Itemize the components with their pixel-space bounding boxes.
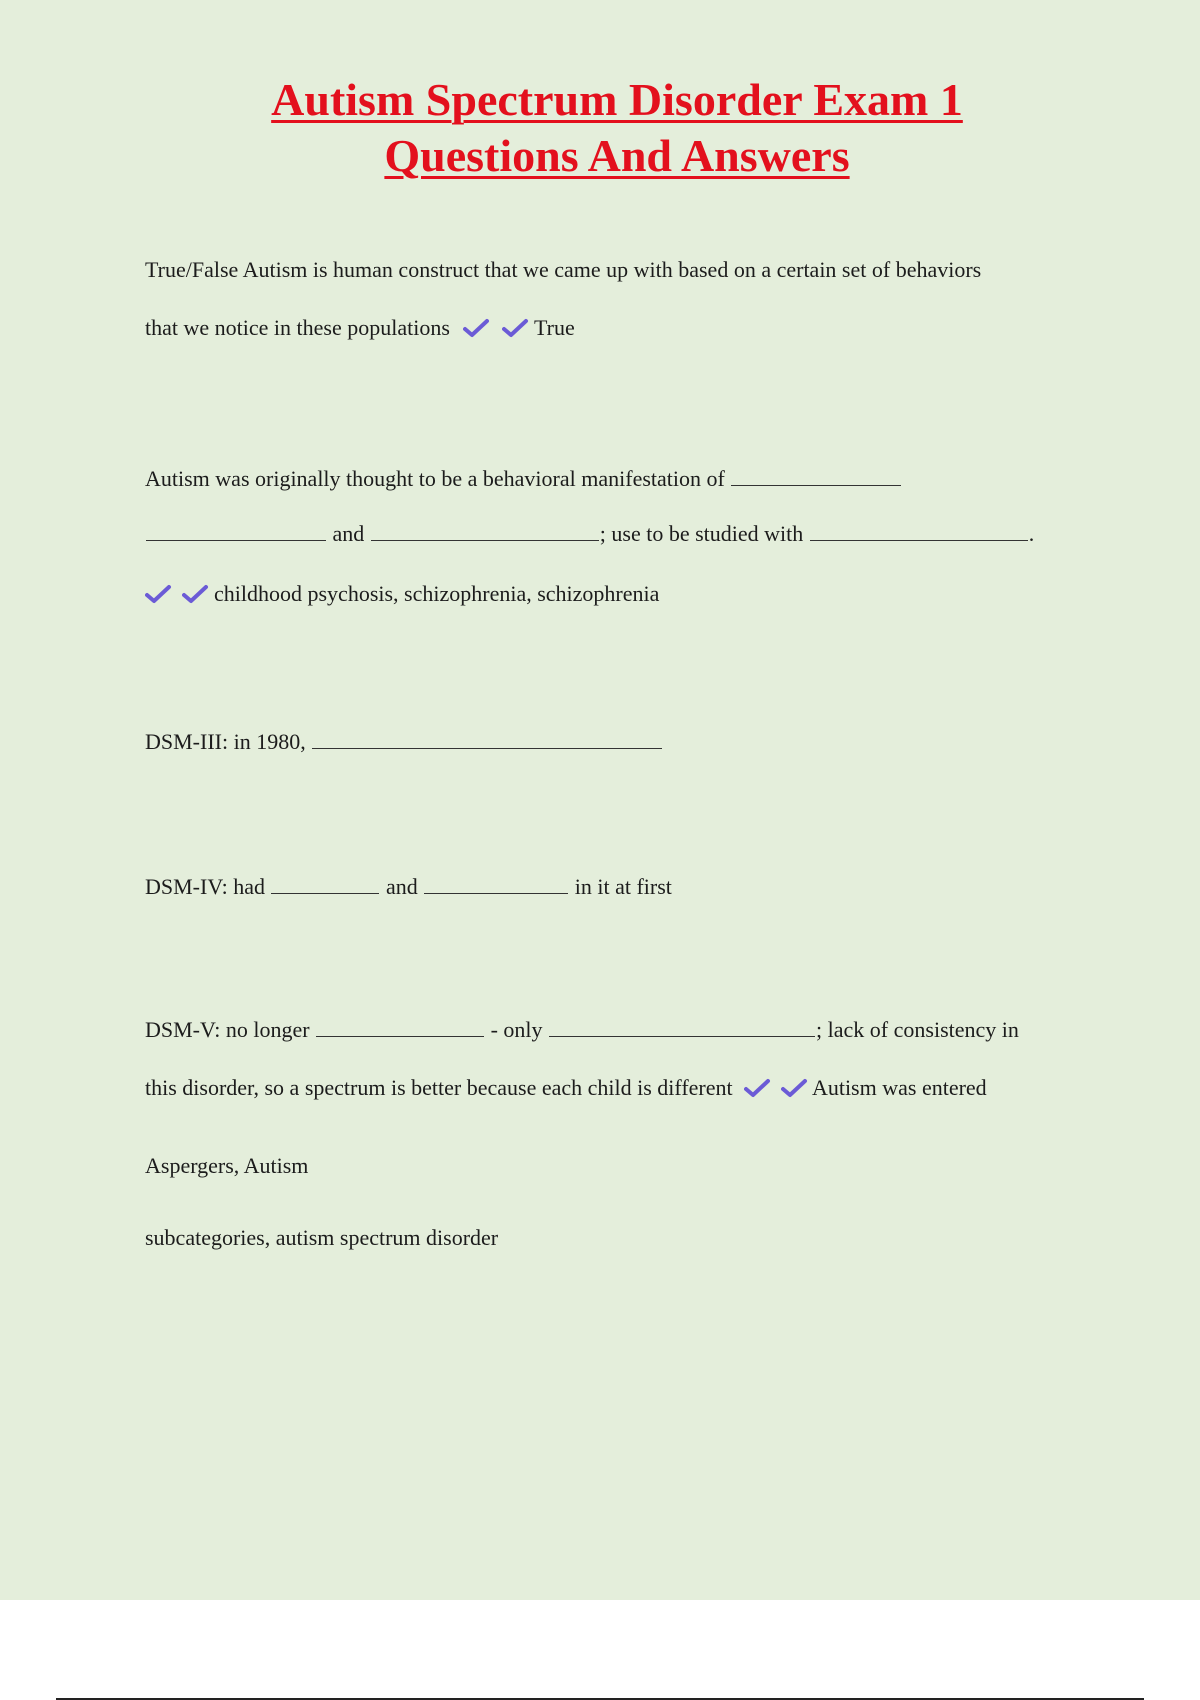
check-icon (145, 584, 172, 604)
document-title (0, 72, 1200, 184)
answer-blank (549, 1016, 815, 1037)
answer-blank (731, 465, 901, 486)
question-5-line-1 (145, 1016, 1019, 1044)
question-2-line-1 (145, 465, 902, 493)
question-2-use-to: ; use to be studied with (599, 521, 809, 546)
question-4-and: and (385, 874, 418, 899)
question-2-line-2 (145, 520, 1034, 548)
check-icon (744, 1078, 771, 1098)
answer-blank (810, 520, 1028, 541)
check-icon (182, 584, 209, 604)
question-4-text-2: in it at first (569, 874, 672, 899)
question-4-line (145, 873, 672, 901)
question-2-and: and (332, 521, 365, 546)
question-5-only: - only (485, 1017, 549, 1042)
question-2-text-1: Autism was originally thought to be a behavioral manifestation of (145, 466, 731, 491)
answer-blank (146, 520, 326, 541)
question-1-line-2 (145, 314, 575, 342)
check-icon (463, 318, 490, 338)
question-1-line-1: True/False Autism is human construct that we came up with based on a certain set of behaviors (145, 257, 982, 282)
question-2-line-3 (145, 580, 659, 608)
check-icon (502, 318, 529, 338)
title-line-1: Autism Spectrum Disorder Exam 1 (271, 74, 963, 125)
answer-blank (316, 1016, 484, 1037)
title-line-2: Questions And Answers (384, 130, 850, 181)
question-1-answer: True (533, 315, 575, 340)
answer-blank (271, 873, 379, 894)
question-5-line-2 (145, 1074, 987, 1102)
question-5-answer: Autism was entered (811, 1075, 987, 1100)
question-5-text-2: ; lack of consistency in (816, 1017, 1019, 1042)
question-5-line-2-text: this disorder, so a spectrum is better because each child is different (145, 1075, 733, 1100)
question-3-text: DSM-III: in 1980, (145, 729, 312, 754)
question-5-answer-3: subcategories, autism spectrum disorder (145, 1225, 499, 1250)
question-2-period: . (1028, 521, 1035, 546)
answer-blank (424, 873, 568, 894)
question-5-text-1: DSM-V: no longer (145, 1017, 316, 1042)
question-4-text-1: DSM-IV: had (145, 874, 271, 899)
question-2-answer: childhood psychosis, schizophrenia, schizophrenia (214, 581, 660, 606)
check-icon (781, 1078, 808, 1098)
question-3-line (145, 728, 663, 756)
question-5-answer-2: Aspergers, Autism (145, 1153, 309, 1178)
question-1-text: that we notice in these populations (145, 315, 450, 340)
answer-blank (312, 728, 662, 749)
answer-blank (371, 520, 599, 541)
